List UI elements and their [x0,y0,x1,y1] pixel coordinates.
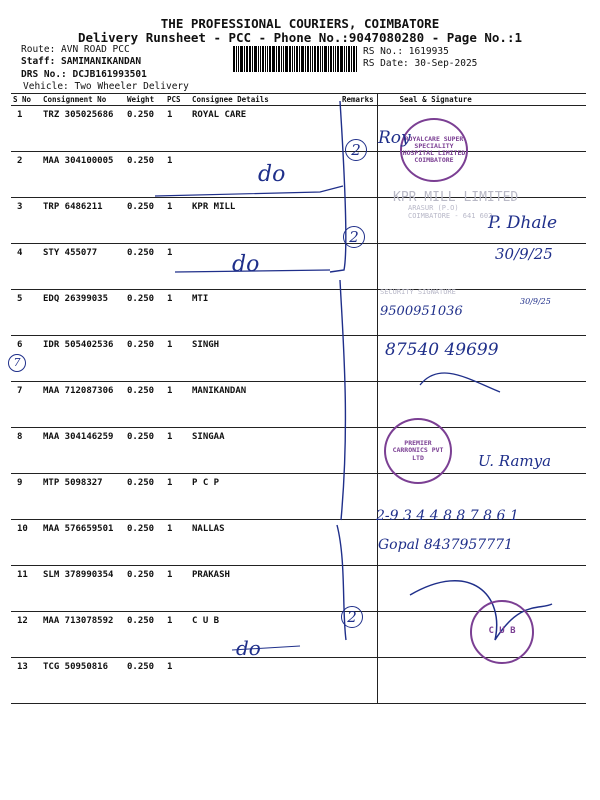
cell-sno: 9 [11,474,41,520]
cell-consignment: IDR 505402536 [41,336,125,382]
cell-remarks [340,336,377,382]
cell-sno: 3 [11,198,41,244]
barcode-bar [262,46,264,72]
barcode-bar [348,46,350,72]
cell-pcs: 1 [165,290,190,336]
barcode-bar [330,46,332,72]
barcode-bar [246,46,248,72]
cell-consignee: PRAKASH [190,566,340,612]
cell-consignment: TRP 6486211 [41,198,125,244]
kpr-stamp-sub1: ARASUR (P.O) [408,204,459,212]
cell-weight: 0.250 [125,106,165,152]
barcode-bar [272,46,275,72]
route-label: Route: AVN ROAD PCC [21,44,130,55]
barcode-bar [281,46,282,72]
row10-phone: 2-9 3 4 4 8 8 7 8 6 1 [376,508,519,524]
barcode-bar [269,46,271,72]
cell-weight: 0.250 [125,566,165,612]
cell-consignee: MANIKANDAN [190,382,340,428]
cell-weight: 0.250 [125,152,165,198]
cell-sno: 4 [11,244,41,290]
barcode [233,46,359,72]
cell-consignment: TCG 50950816 [41,658,125,704]
table-row [11,336,586,382]
cell-weight: 0.250 [125,612,165,658]
cell-weight: 0.250 [125,428,165,474]
cell-pcs: 1 [165,566,190,612]
cell-sno: 6 [11,336,41,382]
cell-pcs: 1 [165,198,190,244]
barcode-bar [283,46,284,72]
barcode-bar [301,46,304,72]
barcode-bar [236,46,237,72]
cell-remarks [340,566,377,612]
cub-stamp: C U B [470,600,534,664]
remark-circle-2b: 2 [343,226,365,248]
barcode-bar [258,46,259,72]
barcode-bar [351,46,352,72]
cell-consignment: EDQ 26399035 [41,290,125,336]
row11-phone: Gopal 8437957771 [378,537,513,553]
cell-pcs: 1 [165,244,190,290]
cell-weight: 0.250 [125,244,165,290]
cell-consignment: MAA 304100005 [41,152,125,198]
cell-pcs: 1 [165,336,190,382]
cell-consignee: P C P [190,474,340,520]
ditto-mark-1: do [258,162,286,187]
barcode-bar [310,46,311,72]
barcode-bar [292,46,293,72]
table-row [11,106,586,152]
cell-weight: 0.250 [125,198,165,244]
cell-sno: 13 [11,658,41,704]
cell-weight: 0.250 [125,658,165,704]
barcode-bar [289,46,291,72]
rs-date: RS Date: 30-Sep-2025 [363,58,478,69]
barcode-bar [324,46,327,72]
barcode-bar [322,46,323,72]
company-title: THE PROFESSIONAL COURIERS, COIMBATORE [160,16,440,31]
barcode-bar [278,46,280,72]
barcode-bar [340,46,343,72]
cell-consignee: MTI [190,290,340,336]
barcode-bar [299,46,300,72]
barcode-bar [254,46,257,72]
barcode-bar [260,46,261,72]
staff-label: Staff: SAMIMANIKANDAN [21,56,142,67]
barcode-bar [240,46,243,72]
barcode-bar [244,46,245,72]
royal-care-stamp: ROYALCARE SUPER SPECIALITY HOSPITAL LIMITED COIMBATORE [400,118,468,182]
cell-consignee [190,244,340,290]
table-row [11,290,586,336]
barcode-bar [337,46,339,72]
barcode-bar [356,46,357,72]
cell-weight: 0.250 [125,382,165,428]
cell-remarks [340,382,377,428]
row6-phone: 87540 49699 [385,340,499,360]
cell-pcs: 1 [165,612,190,658]
cell-sno: 8 [11,428,41,474]
cell-consignment: SLM 378990354 [41,566,125,612]
cell-consignment: MAA 712087306 [41,382,125,428]
cell-pcs: 1 [165,106,190,152]
royal-care-signature: Roy [378,128,411,148]
cell-seal-signature [377,658,586,704]
cell-consignee: KPR MILL [190,198,340,244]
cell-consignment: MTP 5098327 [41,474,125,520]
barcode-bar [238,46,239,72]
cell-weight: 0.250 [125,290,165,336]
barcode-bar [328,46,329,72]
barcode-bar [312,46,313,72]
barcode-bar [333,46,334,72]
col-consignment: Consignment No [41,94,125,106]
cell-weight: 0.250 [125,474,165,520]
barcode-bar [317,46,319,72]
cell-remarks [340,474,377,520]
cell-seal-signature [377,566,586,612]
barcode-bar [265,46,266,72]
barcode-bar [294,46,295,72]
row5-phone: 9500951036 [380,304,463,319]
cell-pcs: 1 [165,658,190,704]
cell-sno: 5 [11,290,41,336]
barcode-bar [285,46,288,72]
remark-circle-2a: 2 [345,139,367,161]
cell-consignment: TRZ 305025686 [41,106,125,152]
cell-pcs: 1 [165,382,190,428]
cell-remarks [340,290,377,336]
table-row [11,658,586,704]
cell-pcs: 1 [165,520,190,566]
row5-date: 30/9/25 [520,297,551,306]
cell-sno: 12 [11,612,41,658]
row7-circle: 7 [8,354,26,372]
col-seal: Seal & Signature [377,94,586,106]
drs-number: DRS No.: DCJB161993501 [21,69,147,80]
table-row [11,382,586,428]
cell-consignment: STY 455077 [41,244,125,290]
row9-signature: U. Ramya [478,452,552,470]
col-pcs: PCS [165,94,190,106]
cell-remarks [340,428,377,474]
barcode-bar [307,46,309,72]
remark-circle-2c: 2 [341,606,363,628]
cell-weight: 0.250 [125,336,165,382]
cell-sno: 11 [11,566,41,612]
barcode-bar [267,46,268,72]
rs-number: RS No.: 1619935 [363,46,449,57]
cell-remarks [340,658,377,704]
barcode-bar [233,46,235,72]
cell-consignee: ROYAL CARE [190,106,340,152]
barcode-bar [320,46,321,72]
barcode-bar [346,46,347,72]
cell-consignee: C U B [190,612,340,658]
col-sno: S No [11,94,41,106]
barcode-bar [305,46,306,72]
barcode-bar [249,46,251,72]
cell-sno: 1 [11,106,41,152]
table-header-row [11,94,586,106]
col-weight: Weight [125,94,165,106]
cell-sno: 7 [11,382,41,428]
row4-date: 30/9/25 [495,245,553,263]
row4-signature: P. Dhale [488,213,558,233]
cell-weight: 0.250 [125,520,165,566]
cell-pcs: 1 [165,428,190,474]
cell-seal-signature [377,244,586,290]
barcode-bar [335,46,336,72]
cell-consignment: MAA 304146259 [41,428,125,474]
cell-consignee: NALLAS [190,520,340,566]
ditto-mark-3: do [236,636,261,660]
ditto-mark-2: do [232,252,260,277]
col-consignee: Consignee Details [190,94,340,106]
runsheet-subtitle: Delivery Runsheet - PCC - Phone No.:9047080280 - Page No.:1 [77,30,522,45]
barcode-bar [276,46,277,72]
barcode-bar [353,46,355,72]
cell-consignee [190,658,340,704]
col-remarks: Remarks [340,94,377,106]
cell-sno: 10 [11,520,41,566]
vehicle-label: Vehicle: Two Wheeler Delivery [23,81,189,92]
cell-remarks [340,520,377,566]
barcode-bar [296,46,298,72]
premier-stamp: PREMIER CARRONICS PVT LTD [384,418,452,484]
barcode-bar [314,46,316,72]
cell-sno: 2 [11,152,41,198]
cell-consignee: SINGAA [190,428,340,474]
cell-pcs: 1 [165,474,190,520]
cell-consignee: SINGH [190,336,340,382]
kpr-stamp: KPR MILL LIMITED [393,190,519,205]
cell-pcs: 1 [165,152,190,198]
kpr-stamp-sub2: COIMBATORE - 641 602 [408,212,493,220]
security-signature-faint: SECURITY SIGNATURE [380,288,456,296]
cell-remarks [340,244,377,290]
barcode-bar [344,46,345,72]
cell-consignment: MAA 576659501 [41,520,125,566]
barcode-bar [252,46,253,72]
cell-consignment: MAA 713078592 [41,612,125,658]
